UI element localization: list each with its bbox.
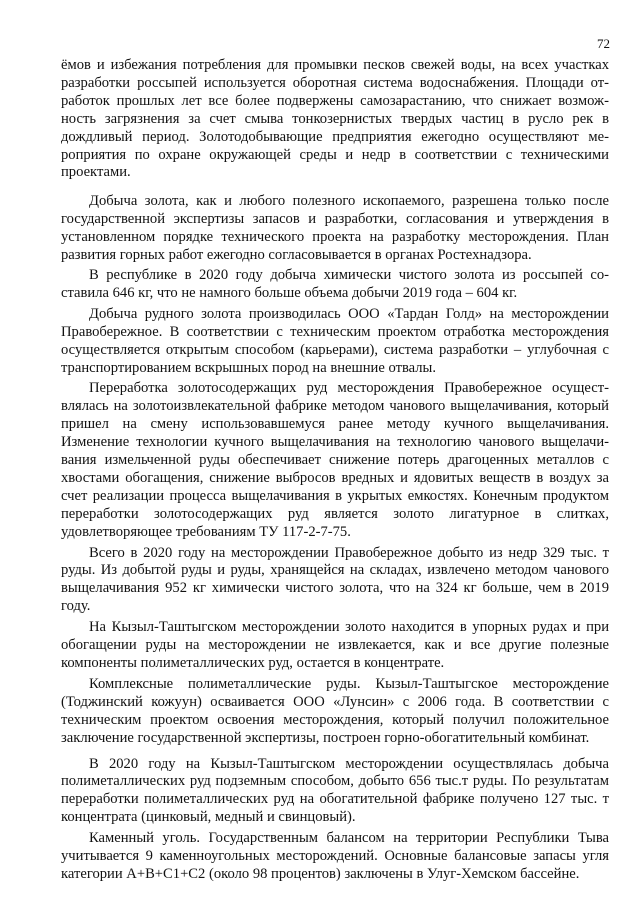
paragraph-kyzyl-tashtyg-gold: На Кызыл-Таштыгском месторождении золото находится в упорных рудах и при обогащении руды на месторождении не извлекается, как и все другие полезные компоненты полиметаллических руд, остается в концентрате. bbox=[61, 619, 609, 671]
paragraph-coal: Каменный уголь. Государственным балансом на территории Республики Тыва учитывается 9 каменноугольных месторождений. Основные балансовые запасы угля категории А+В+С1+С2 (около 98 процентов) заключены в Улуг-Хемском бассейне. bbox=[61, 830, 609, 882]
body-text bbox=[61, 57, 609, 884]
page-number: 72 bbox=[597, 36, 610, 51]
paragraph-placer-gold-2020: В республике в 2020 году добыча химически чистого золота из россыпей составила 646 кг, что не намного больше объема добычи 2019 года – 604 кг. bbox=[61, 266, 609, 301]
paragraph-polymetallic-ores: Комплексные полиметаллические руды. Кызыл-Таштыгское месторождение (Тоджинский кожуун) осваивается ООО «Лунсин» с 2006 года. В соответствии с техническим проектом освоения месторождения, который получил положительное заключение государственной экспертизы, построен горно-обогатительный комбинат. bbox=[61, 675, 609, 746]
paragraph-pravoberezhnoe-2020: Всего в 2020 году на месторождении Правобережное добыто из недр 329 тыс. т руды. Из добытой руды и руды, хранящейся на складах, извлечено методом чанового выщелачивания 952 кг химически чистого золота, что на 324 кг больше, чем в 2019 году. bbox=[61, 544, 609, 615]
paragraph-gold-mining-permits: Добыча золота, как и любого полезного ископаемого, разрешена только после государственной экспертизы запасов и разработки, согласования и утверждения в установленном порядке технического проекта на разработку месторождения. План развития горных работ ежегодно согласовывается в органах Ростехнадзора. bbox=[61, 193, 609, 264]
paragraph-polymetallic-2020: В 2020 году на Кызыл-Таштыгском месторождении осуществлялась добыча полиметаллических руд подземным способом, добыто 656 тыс.т руды. По результатам переработки полиметаллических руд на обогатительной фабрике получено 127 тыс. т концентрата (цинковый, медный и свинцовый). bbox=[61, 755, 609, 826]
paragraph-water-recycling: ёмов и избежания потребления для промывки песков свежей воды, на всех участках разработки россыпей используется оборотная система водоснабжения. Площади отработок прошлых лет все более подвержены самозарастанию, что снижает возможность загрязнения за счет смыва тонкозернистых твердых частиц в русло рек в дождливый период. Золотодобывающие предприятия ежегодно осуществляют мероприятия по охране окружающей среды и недр в соответствии с техническими проектами. bbox=[61, 57, 609, 181]
paragraph-ore-processing: Переработка золотосодержащих руд месторождения Правобережное осуществлялась на золотоизвлекательной фабрике методом чанового выщелачивания, который пришел на смену использовавшемуся ранее методу кучного выщелачивания. Изменение технологии кучного выщелачивания на технологию чанового выщелачивания измельченной руды обеспечивает снижение потерь драгоценных металлов с хвостами обогащения, снижение выбросов вредных и ядовитых веществ в воздух за счет реализации процесса выщелачивания в укрытых емкостях. Конечным продуктом переработки золотосодержащих руд является золото лигатурное в слитках, удовлетворяющее требованиям ТУ 117-2-7-75. bbox=[61, 380, 609, 540]
paragraph-ore-gold-tardan: Добыча рудного золота производилась ООО «Тардан Голд» на месторождении Правобережное. В соответствии с техническим проектом отработка месторождения осуществляется открытым способом (карьерами), система разработки – углубочная с транспортированием вскрышных пород на внешние отвалы. bbox=[61, 305, 609, 376]
